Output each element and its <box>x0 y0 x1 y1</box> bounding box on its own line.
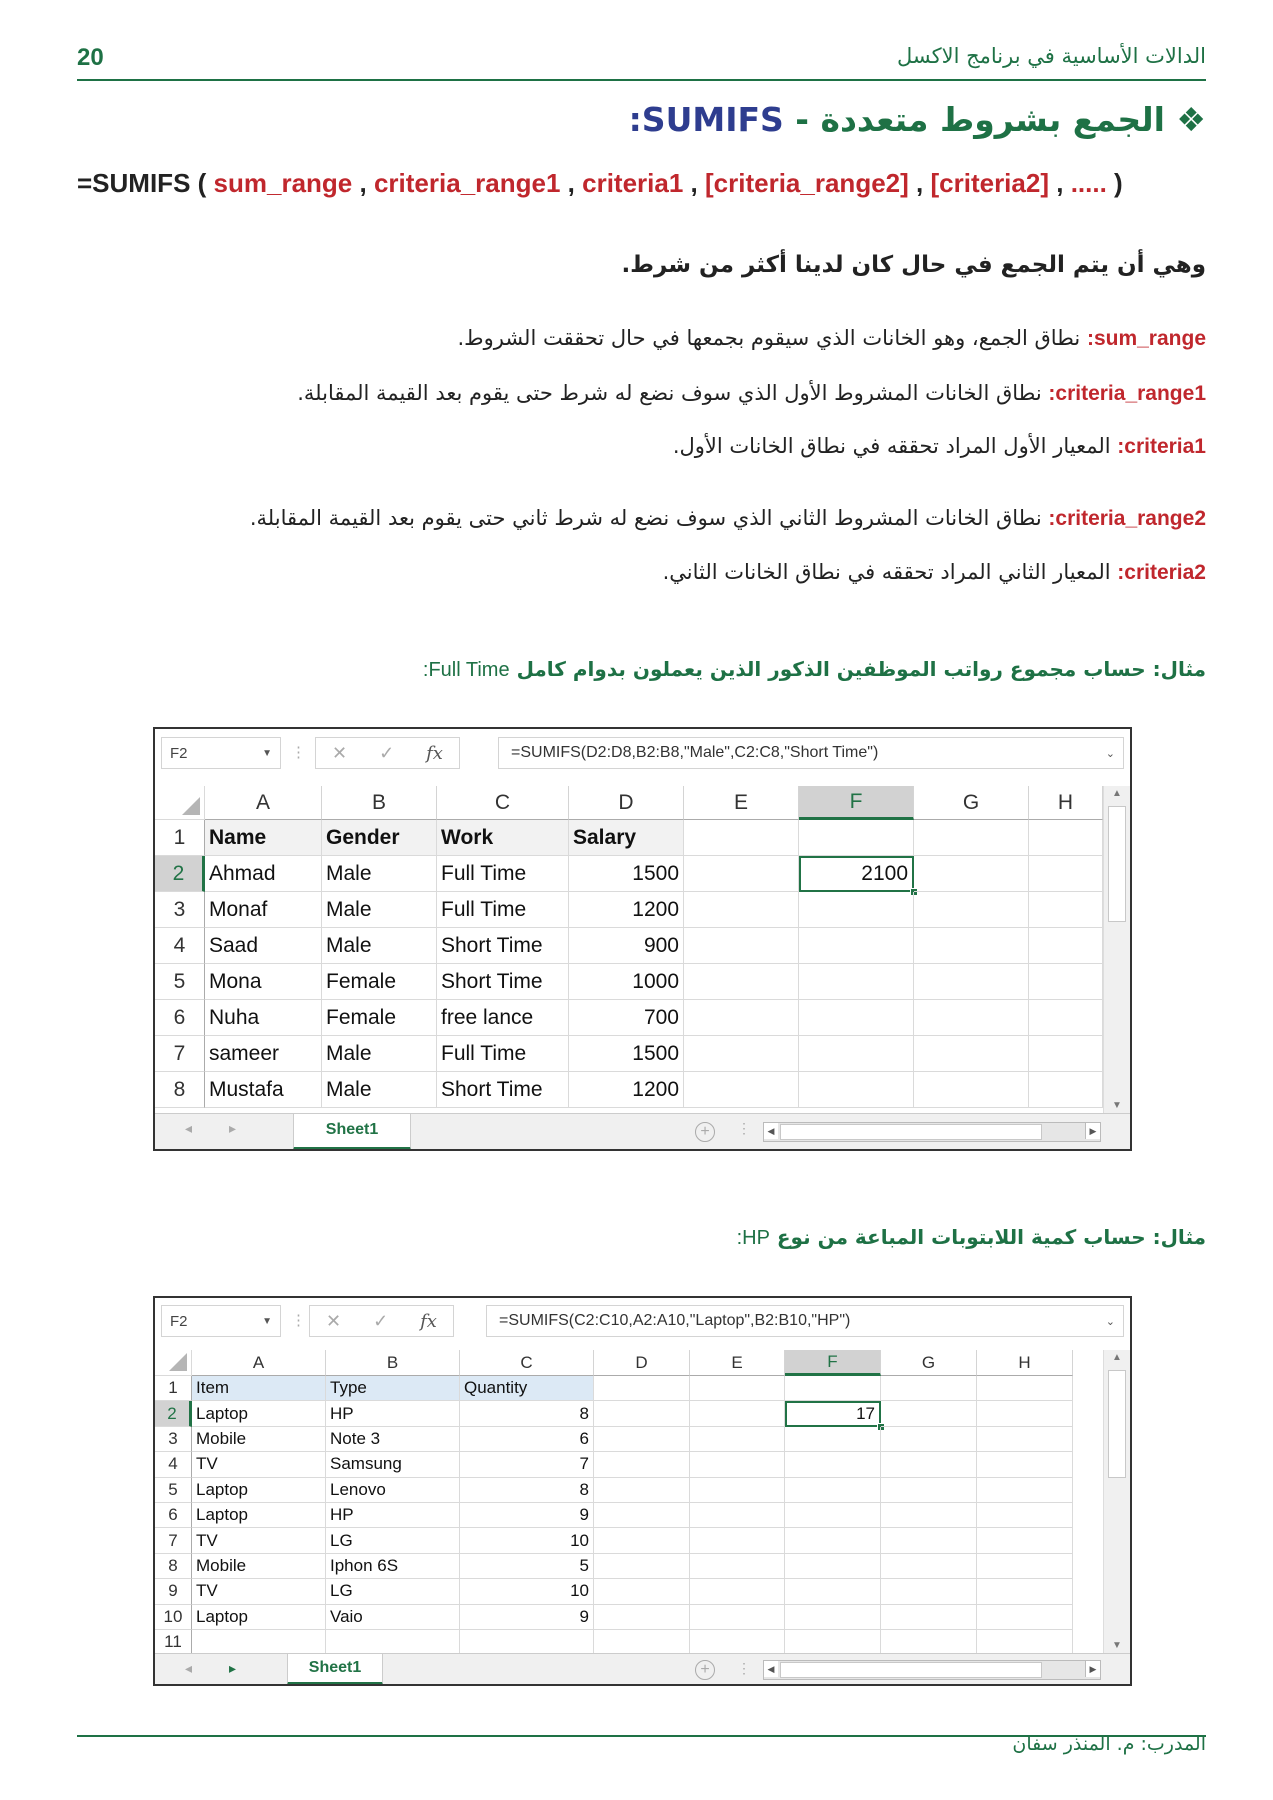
cell[interactable] <box>881 1579 977 1604</box>
cell[interactable]: 6 <box>460 1427 594 1452</box>
sheet-tab[interactable]: Sheet1 <box>287 1654 383 1685</box>
cell[interactable]: Female <box>322 964 437 1000</box>
column-header-b[interactable]: B <box>322 786 437 820</box>
example-1-label <box>423 657 1206 682</box>
scroll-down-arrow-icon[interactable]: ▼ <box>1112 1100 1122 1111</box>
cell[interactable] <box>785 1452 881 1477</box>
header-cell[interactable]: Name <box>205 820 322 856</box>
grip-dots-icon: ⋮ <box>291 744 306 761</box>
cell[interactable] <box>977 1478 1073 1503</box>
select-all-corner[interactable] <box>155 786 205 820</box>
column-header-b[interactable]: B <box>326 1350 460 1376</box>
sheet-nav-prev-icon[interactable]: ◂ <box>185 1660 193 1676</box>
cell[interactable] <box>594 1401 690 1426</box>
syntax-line <box>77 168 1123 199</box>
running-title: الدالات الأساسية في برنامج الاكسل <box>896 44 1206 68</box>
row-header-3[interactable]: 3 <box>155 892 205 928</box>
header-cell[interactable]: Quantity <box>460 1376 594 1401</box>
cell[interactable] <box>1029 892 1103 928</box>
cell[interactable]: Nuha <box>205 1000 322 1036</box>
cell[interactable] <box>881 1503 977 1528</box>
cell[interactable]: Male <box>322 892 437 928</box>
row-header-10[interactable]: 10 <box>155 1605 192 1630</box>
grip-dots-icon: ⋮ <box>737 1660 751 1676</box>
definition-key: criteria1 : <box>1117 435 1206 458</box>
scroll-right-arrow-icon[interactable]: ▶ <box>1085 1123 1100 1139</box>
cell[interactable]: Female <box>322 1000 437 1036</box>
title-arabic: الجمع بشروط متعددة - <box>795 100 1165 139</box>
cell[interactable]: 5 <box>460 1554 594 1579</box>
cell[interactable] <box>690 1579 785 1604</box>
column-header-h[interactable]: H <box>977 1350 1073 1376</box>
cell[interactable]: Full Time <box>437 892 569 928</box>
cell[interactable]: Lenovo <box>326 1478 460 1503</box>
cell[interactable] <box>914 928 1029 964</box>
title-function: SUMIFS: <box>628 100 784 139</box>
syntax-prefix: =SUMIFS ( <box>77 168 207 198</box>
cell[interactable]: HP <box>326 1401 460 1426</box>
example-latin: HP: <box>736 1227 770 1249</box>
cell[interactable] <box>785 1503 881 1528</box>
definition-criteria2 <box>663 560 1206 585</box>
sheet-tab[interactable]: Sheet1 <box>293 1114 411 1150</box>
cell[interactable]: Samsung <box>326 1452 460 1477</box>
cell[interactable]: sameer <box>205 1036 322 1072</box>
horizontal-scrollbar[interactable] <box>763 1660 1101 1680</box>
cell[interactable] <box>799 928 914 964</box>
cell[interactable]: free lance <box>437 1000 569 1036</box>
cell[interactable]: Mobile <box>192 1554 326 1579</box>
active-cell[interactable]: 17 <box>785 1401 881 1426</box>
row-header-6[interactable]: 6 <box>155 1503 192 1528</box>
cell[interactable]: Mona <box>205 964 322 1000</box>
cell[interactable] <box>799 964 914 1000</box>
cell[interactable] <box>914 820 1029 856</box>
cell[interactable]: Mustafa <box>205 1072 322 1108</box>
cell[interactable]: 9 <box>460 1605 594 1630</box>
cell[interactable]: 8 <box>460 1478 594 1503</box>
grip-dots-icon: ⋮ <box>737 1120 751 1136</box>
cell[interactable]: LG <box>326 1528 460 1553</box>
syntax-separator: , <box>359 168 367 198</box>
syntax-arg: criteria1 <box>582 168 684 198</box>
column-header-c[interactable]: C <box>460 1350 594 1376</box>
scroll-up-arrow-icon[interactable]: ▲ <box>1112 788 1122 799</box>
cell[interactable] <box>977 1630 1073 1655</box>
row-header-6[interactable]: 6 <box>155 1000 205 1036</box>
active-cell[interactable]: 2100 <box>799 856 914 892</box>
cell[interactable] <box>1029 820 1103 856</box>
cell[interactable] <box>1029 1000 1103 1036</box>
column-header-a[interactable]: A <box>192 1350 326 1376</box>
cell[interactable] <box>594 1605 690 1630</box>
syntax-arg: ..... <box>1070 168 1107 198</box>
cell[interactable]: Iphon 6S <box>326 1554 460 1579</box>
cell[interactable]: TV <box>192 1452 326 1477</box>
cell[interactable]: Male <box>322 1036 437 1072</box>
sheet-nav-next-icon[interactable]: ▸ <box>229 1120 237 1136</box>
example-latin: Full Time: <box>422 659 510 681</box>
name-box[interactable] <box>161 737 281 769</box>
cell[interactable] <box>690 1401 785 1426</box>
cell[interactable]: Male <box>322 928 437 964</box>
cell[interactable] <box>914 892 1029 928</box>
confirm-check-icon[interactable]: ✓ <box>379 742 395 763</box>
definition-text: نطاق الخانات المشروط الثاني الذي سوف نضع له شرط ثاني حتى يقوم بعد القيمة المقابلة. <box>249 506 1042 530</box>
cell[interactable] <box>690 1503 785 1528</box>
syntax-separator: , <box>1056 168 1064 198</box>
cell[interactable] <box>690 1478 785 1503</box>
sheet-nav-next-icon[interactable]: ▸ <box>229 1660 237 1676</box>
sheet-nav-prev-icon[interactable]: ◂ <box>185 1120 193 1136</box>
cell[interactable]: Short Time <box>437 1072 569 1108</box>
formula-buttons <box>315 737 460 769</box>
section-title <box>629 100 1206 139</box>
cancel-icon[interactable]: ✕ <box>331 742 348 763</box>
cell[interactable]: Saad <box>205 928 322 964</box>
header-divider <box>77 79 1206 81</box>
cell[interactable] <box>690 1528 785 1553</box>
vertical-scrollbar[interactable] <box>1103 1350 1130 1653</box>
cell[interactable]: Full Time <box>437 1036 569 1072</box>
cell[interactable]: Note 3 <box>326 1427 460 1452</box>
cell[interactable]: 9 <box>460 1503 594 1528</box>
cell[interactable]: 1500 <box>569 856 684 892</box>
cell[interactable] <box>977 1427 1073 1452</box>
column-header-a[interactable]: A <box>205 786 322 820</box>
example-text: مثال: حساب كمية اللابتوبات المباعة من نوع <box>776 1225 1206 1249</box>
cell[interactable]: Male <box>322 1072 437 1108</box>
cell[interactable] <box>594 1630 690 1655</box>
cell[interactable] <box>799 820 914 856</box>
syntax-arg: criteria_range1 <box>373 168 561 198</box>
row-header-4[interactable]: 4 <box>155 928 205 964</box>
row-header-1[interactable]: 1 <box>155 820 205 856</box>
cell[interactable] <box>192 1630 326 1655</box>
cell[interactable] <box>881 1630 977 1655</box>
cell[interactable]: Laptop <box>192 1605 326 1630</box>
scroll-left-arrow-icon[interactable]: ◀ <box>764 1661 778 1677</box>
cell[interactable] <box>594 1579 690 1604</box>
cell[interactable] <box>684 928 799 964</box>
cell[interactable] <box>690 1376 785 1401</box>
definition-criteria-range2 <box>250 506 1206 531</box>
formula-input[interactable] <box>498 737 1124 769</box>
cell[interactable]: Short Time <box>437 928 569 964</box>
cell[interactable]: Vaio <box>326 1605 460 1630</box>
cell[interactable] <box>684 1072 799 1108</box>
cell[interactable]: Laptop <box>192 1503 326 1528</box>
column-header-e[interactable]: E <box>690 1350 785 1376</box>
cell[interactable]: Ahmad <box>205 856 322 892</box>
row-header-11[interactable]: 11 <box>155 1630 192 1655</box>
column-header-d[interactable]: D <box>569 786 684 820</box>
definition-key: criteria_range2 : <box>1048 507 1206 530</box>
add-sheet-icon[interactable]: + <box>695 1660 715 1680</box>
cell[interactable] <box>881 1554 977 1579</box>
row-header-3[interactable]: 3 <box>155 1427 192 1452</box>
cell[interactable] <box>684 1000 799 1036</box>
spreadsheet-2 <box>153 1296 1132 1686</box>
cell[interactable] <box>881 1427 977 1452</box>
column-header-g[interactable]: G <box>914 786 1029 820</box>
column-header-g[interactable]: G <box>881 1350 977 1376</box>
definition-key: sum_range : <box>1087 327 1206 350</box>
definition-text: نطاق الخانات المشروط الأول الذي سوف نضع له شرط حتى يقوم بعد القيمة المقابلة. <box>297 381 1042 405</box>
cell[interactable] <box>977 1528 1073 1553</box>
cell[interactable] <box>785 1376 881 1401</box>
cell[interactable] <box>594 1376 690 1401</box>
chevron-down-icon[interactable]: ▼ <box>262 747 272 759</box>
syntax-arg: [criteria2] <box>930 168 1049 198</box>
cell[interactable] <box>684 820 799 856</box>
cell[interactable] <box>326 1630 460 1655</box>
definition-key: criteria2 : <box>1117 561 1206 584</box>
cell[interactable]: LG <box>326 1579 460 1604</box>
footer-author: المدرب: م. المنذر سفان <box>1012 1733 1206 1755</box>
cell[interactable] <box>799 1036 914 1072</box>
add-sheet-icon[interactable]: + <box>695 1122 715 1142</box>
spreadsheet-1 <box>153 727 1132 1151</box>
horizontal-scrollbar[interactable] <box>763 1122 1101 1142</box>
cell[interactable] <box>684 856 799 892</box>
definition-text: نطاق الجمع، وهو الخانات الذي سيقوم بجمعها في حال تحققت الشروط. <box>457 326 1081 350</box>
header-cell[interactable]: Item <box>192 1376 326 1401</box>
header-cell[interactable]: Salary <box>569 820 684 856</box>
cell[interactable]: 1200 <box>569 1072 684 1108</box>
scrollbar-thumb[interactable] <box>780 1662 1042 1678</box>
syntax-arg: [criteria_range2] <box>705 168 909 198</box>
definition-sum-range <box>458 326 1207 351</box>
cell[interactable] <box>1029 1036 1103 1072</box>
row-header-2[interactable]: 2 <box>155 1401 192 1426</box>
row-header-9[interactable]: 9 <box>155 1579 192 1604</box>
cell[interactable] <box>785 1579 881 1604</box>
cell[interactable]: Full Time <box>437 856 569 892</box>
cell[interactable] <box>785 1630 881 1655</box>
cell[interactable] <box>914 1000 1029 1036</box>
cell[interactable] <box>881 1478 977 1503</box>
definition-criteria1 <box>673 434 1206 459</box>
scrollbar-thumb[interactable] <box>1108 1370 1126 1478</box>
confirm-check-icon[interactable]: ✓ <box>373 1310 389 1331</box>
cell[interactable] <box>977 1376 1073 1401</box>
row-header-4[interactable]: 4 <box>155 1452 192 1477</box>
intro-text: وهي أن يتم الجمع في حال كان لدينا أكثر من شرط. <box>621 252 1206 278</box>
cell[interactable] <box>594 1503 690 1528</box>
cell[interactable] <box>914 856 1029 892</box>
expand-formula-chevron-icon[interactable]: ⌄ <box>1105 1315 1115 1328</box>
insert-function-icon[interactable]: fx <box>420 1310 437 1332</box>
column-header-h[interactable]: H <box>1029 786 1103 820</box>
formula-text: =SUMIFS(D2:D8,B2:B8,"Male",C2:C8,"Short Time") <box>511 744 879 761</box>
cell[interactable]: TV <box>192 1528 326 1553</box>
cell[interactable]: 7 <box>460 1452 594 1477</box>
cell[interactable] <box>690 1605 785 1630</box>
chevron-down-icon[interactable]: ▼ <box>262 1315 272 1327</box>
cell[interactable]: HP <box>326 1503 460 1528</box>
sheet-tab-bar <box>155 1113 1130 1150</box>
cell[interactable]: 8 <box>460 1401 594 1426</box>
column-header-f[interactable]: F <box>785 1350 881 1376</box>
definition-criteria-range1 <box>297 381 1206 406</box>
cell[interactable]: Short Time <box>437 964 569 1000</box>
cell[interactable] <box>914 1072 1029 1108</box>
cell[interactable] <box>799 892 914 928</box>
cell[interactable] <box>977 1503 1073 1528</box>
cell[interactable] <box>881 1401 977 1426</box>
example-2-label <box>737 1225 1206 1250</box>
cell[interactable] <box>594 1554 690 1579</box>
cell[interactable]: Monaf <box>205 892 322 928</box>
cell[interactable] <box>914 1036 1029 1072</box>
row-header-7[interactable]: 7 <box>155 1528 192 1553</box>
syntax-arg: sum_range <box>213 168 353 198</box>
insert-function-icon[interactable]: fx <box>426 742 443 764</box>
cell[interactable] <box>977 1579 1073 1604</box>
vertical-scrollbar[interactable] <box>1103 786 1130 1113</box>
cell[interactable]: 10 <box>460 1579 594 1604</box>
cell[interactable] <box>799 1072 914 1108</box>
formula-input[interactable] <box>486 1305 1124 1337</box>
page-number: 20 <box>77 44 104 71</box>
cell[interactable] <box>785 1605 881 1630</box>
cell[interactable]: 1200 <box>569 892 684 928</box>
row-header-8[interactable]: 8 <box>155 1072 205 1108</box>
cell[interactable] <box>690 1554 785 1579</box>
cell[interactable] <box>594 1478 690 1503</box>
example-text: مثال: حساب مجموع رواتب الموظفين الذكور الذين يعملون بدوام كامل <box>516 657 1206 681</box>
cell[interactable] <box>1029 1072 1103 1108</box>
cell[interactable] <box>594 1427 690 1452</box>
cell[interactable] <box>1029 856 1103 892</box>
cell[interactable] <box>594 1452 690 1477</box>
cell[interactable]: TV <box>192 1579 326 1604</box>
expand-formula-chevron-icon[interactable]: ⌄ <box>1105 747 1115 760</box>
cell[interactable] <box>881 1605 977 1630</box>
header-cell[interactable]: Type <box>326 1376 460 1401</box>
cell[interactable] <box>785 1427 881 1452</box>
cell[interactable]: Laptop <box>192 1401 326 1426</box>
cell[interactable] <box>684 1036 799 1072</box>
definition-key: criteria_range1 : <box>1048 382 1206 405</box>
column-header-d[interactable]: D <box>594 1350 690 1376</box>
column-header-f[interactable]: F <box>799 786 914 820</box>
row-header-5[interactable]: 5 <box>155 1478 192 1503</box>
cell[interactable] <box>881 1376 977 1401</box>
cell[interactable]: 1500 <box>569 1036 684 1072</box>
definition-text: المعيار الثاني المراد تحققه في نطاق الخانات الثاني. <box>662 560 1111 584</box>
scrollbar-thumb[interactable] <box>1108 806 1126 922</box>
cell[interactable] <box>460 1630 594 1655</box>
name-box-value: F2 <box>170 744 188 762</box>
cell[interactable] <box>799 1000 914 1036</box>
sheet-tab-bar <box>155 1653 1130 1685</box>
cell[interactable]: 1000 <box>569 964 684 1000</box>
cell[interactable] <box>785 1554 881 1579</box>
formula-buttons <box>309 1305 454 1337</box>
cell[interactable] <box>977 1605 1073 1630</box>
row-header-2[interactable]: 2 <box>155 856 205 892</box>
cell[interactable]: 900 <box>569 928 684 964</box>
syntax-separator: , <box>567 168 575 198</box>
scroll-up-arrow-icon[interactable]: ▲ <box>1112 1352 1122 1363</box>
cell[interactable] <box>690 1630 785 1655</box>
cell[interactable]: Mobile <box>192 1427 326 1452</box>
name-box-value: F2 <box>170 1312 188 1330</box>
cell[interactable] <box>881 1528 977 1553</box>
cell[interactable] <box>914 964 1029 1000</box>
header-cell[interactable]: Gender <box>322 820 437 856</box>
cell[interactable]: Laptop <box>192 1478 326 1503</box>
cell[interactable]: 700 <box>569 1000 684 1036</box>
cell[interactable] <box>684 892 799 928</box>
grip-dots-icon: ⋮ <box>291 1312 306 1329</box>
row-header-8[interactable]: 8 <box>155 1554 192 1579</box>
scroll-right-arrow-icon[interactable]: ▶ <box>1085 1661 1100 1677</box>
row-header-1[interactable]: 1 <box>155 1376 192 1401</box>
syntax-suffix: ) <box>1114 168 1123 198</box>
header-cell[interactable]: Work <box>437 820 569 856</box>
select-all-corner[interactable] <box>155 1350 192 1376</box>
cell[interactable] <box>594 1528 690 1553</box>
formula-text: =SUMIFS(C2:C10,A2:A10,"Laptop",B2:B10,"HP") <box>499 1312 851 1329</box>
cell[interactable]: Male <box>322 856 437 892</box>
scroll-left-arrow-icon[interactable]: ◀ <box>764 1123 778 1139</box>
row-header-7[interactable]: 7 <box>155 1036 205 1072</box>
cell[interactable] <box>881 1452 977 1477</box>
cancel-icon[interactable]: ✕ <box>325 1310 342 1331</box>
diamond-bullet-icon: ❖ <box>1176 100 1206 139</box>
cell[interactable] <box>977 1401 1073 1426</box>
cell[interactable]: 10 <box>460 1528 594 1553</box>
scrollbar-thumb[interactable] <box>780 1124 1042 1140</box>
cell[interactable] <box>785 1528 881 1553</box>
cell[interactable] <box>785 1478 881 1503</box>
cell[interactable] <box>977 1554 1073 1579</box>
cell[interactable] <box>684 964 799 1000</box>
row-header-5[interactable]: 5 <box>155 964 205 1000</box>
syntax-separator: , <box>916 168 924 198</box>
cell[interactable] <box>690 1427 785 1452</box>
cell[interactable] <box>1029 964 1103 1000</box>
column-header-c[interactable]: C <box>437 786 569 820</box>
cell[interactable] <box>1029 928 1103 964</box>
definition-text: المعيار الأول المراد تحققه في نطاق الخانات الأول. <box>672 434 1111 458</box>
column-header-e[interactable]: E <box>684 786 799 820</box>
syntax-separator: , <box>690 168 698 198</box>
scroll-down-arrow-icon[interactable]: ▼ <box>1112 1640 1122 1651</box>
name-box[interactable] <box>161 1305 281 1337</box>
cell[interactable] <box>977 1452 1073 1477</box>
cell[interactable] <box>690 1452 785 1477</box>
